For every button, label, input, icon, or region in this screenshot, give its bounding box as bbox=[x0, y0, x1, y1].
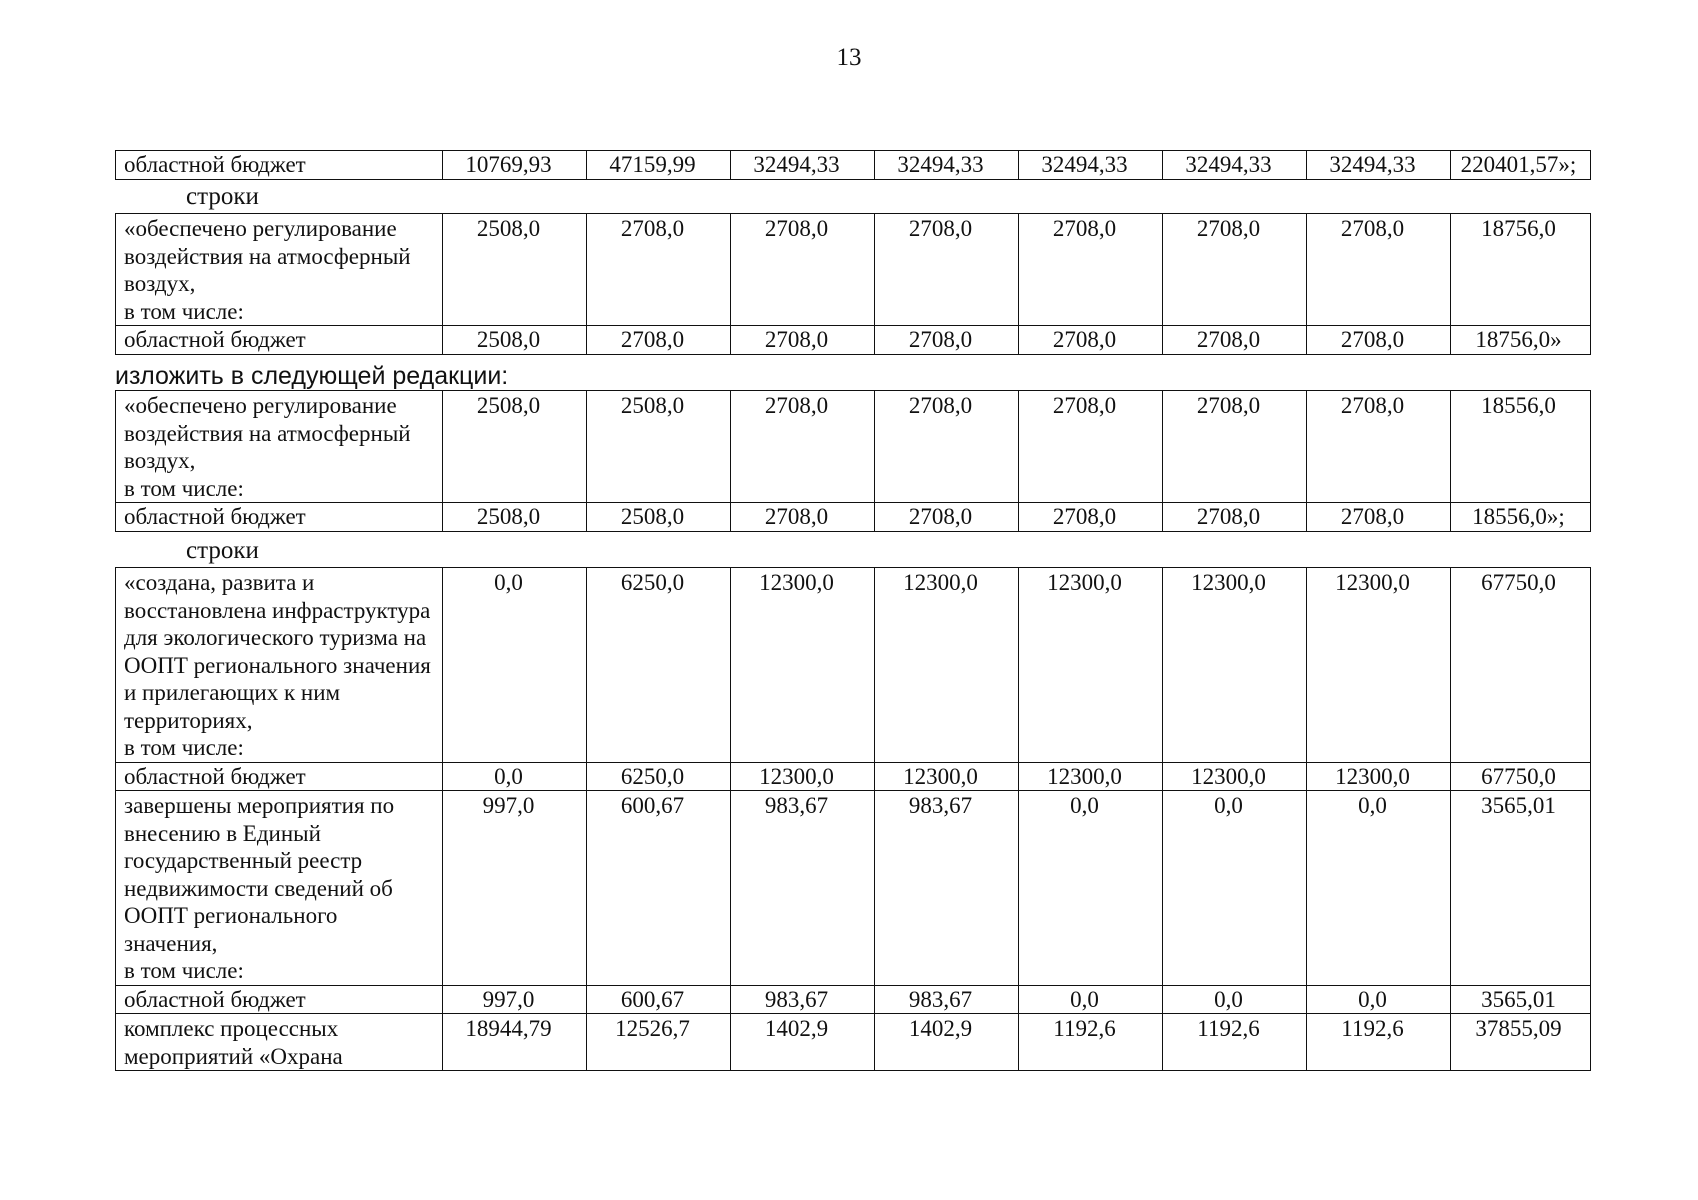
row-total: 3565,01 bbox=[1451, 791, 1591, 986]
row-value: 12300,0 bbox=[875, 568, 1019, 763]
row-value: 32494,33 bbox=[1019, 151, 1163, 180]
row-value: 2708,0 bbox=[1307, 214, 1451, 326]
label-stroki-2: строки bbox=[186, 537, 259, 564]
row-value: 1192,6 bbox=[1163, 1014, 1307, 1071]
row-value: 2708,0 bbox=[875, 391, 1019, 503]
row-value: 12300,0 bbox=[731, 568, 875, 763]
row-value: 600,67 bbox=[587, 985, 731, 1014]
row-name: областной бюджет bbox=[116, 985, 443, 1014]
row-value: 2708,0 bbox=[1307, 391, 1451, 503]
budget-table-1 bbox=[115, 150, 1591, 180]
row-name: областной бюджет bbox=[116, 326, 443, 355]
row-value: 2708,0 bbox=[1163, 326, 1307, 355]
row-value: 2708,0 bbox=[1019, 214, 1163, 326]
row-value: 0,0 bbox=[1163, 791, 1307, 986]
row-value: 32494,33 bbox=[1307, 151, 1451, 180]
row-name: областной бюджет bbox=[116, 762, 443, 791]
row-value: 2508,0 bbox=[587, 391, 731, 503]
label-izlozhit: изложить в следующей редакции: bbox=[115, 362, 509, 390]
row-value: 997,0 bbox=[443, 791, 587, 986]
row-value: 2708,0 bbox=[1019, 326, 1163, 355]
row-total: 220401,57»; bbox=[1451, 151, 1591, 180]
table-row bbox=[116, 791, 1591, 986]
row-value: 983,67 bbox=[875, 791, 1019, 986]
row-value: 2708,0 bbox=[1019, 391, 1163, 503]
row-value: 0,0 bbox=[1019, 985, 1163, 1014]
row-value: 12300,0 bbox=[1163, 762, 1307, 791]
row-value: 32494,33 bbox=[731, 151, 875, 180]
row-value: 12300,0 bbox=[731, 762, 875, 791]
row-value: 12300,0 bbox=[1163, 568, 1307, 763]
row-value: 2708,0 bbox=[1019, 503, 1163, 532]
table-row bbox=[116, 391, 1591, 503]
row-value: 2708,0 bbox=[1307, 503, 1451, 532]
row-name: «обеспечено регулирование воздействия на атмосферный воздух, в том числе: bbox=[116, 214, 443, 326]
row-name: «обеспечено регулирование воздействия на атмосферный воздух, в том числе: bbox=[116, 391, 443, 503]
table-row bbox=[116, 985, 1591, 1014]
page-number: 13 bbox=[836, 44, 862, 71]
row-value: 2508,0 bbox=[443, 503, 587, 532]
row-total: 67750,0 bbox=[1451, 762, 1591, 791]
row-value: 2708,0 bbox=[1163, 214, 1307, 326]
row-value: 1192,6 bbox=[1019, 1014, 1163, 1071]
row-value: 2708,0 bbox=[1307, 326, 1451, 355]
budget-table-4 bbox=[115, 567, 1591, 1071]
row-value: 0,0 bbox=[1307, 791, 1451, 986]
row-value: 32494,33 bbox=[1163, 151, 1307, 180]
table-row bbox=[116, 151, 1591, 180]
row-value: 2708,0 bbox=[875, 214, 1019, 326]
row-value: 2708,0 bbox=[731, 214, 875, 326]
row-value: 2708,0 bbox=[731, 503, 875, 532]
row-name: областной бюджет bbox=[116, 151, 443, 180]
row-value: 0,0 bbox=[1307, 985, 1451, 1014]
row-value: 12300,0 bbox=[1307, 568, 1451, 763]
row-value: 983,67 bbox=[875, 985, 1019, 1014]
row-value: 32494,33 bbox=[875, 151, 1019, 180]
row-value: 997,0 bbox=[443, 985, 587, 1014]
row-value: 6250,0 bbox=[587, 762, 731, 791]
row-total: 18756,0 bbox=[1451, 214, 1591, 326]
row-value: 2708,0 bbox=[587, 214, 731, 326]
row-value: 2508,0 bbox=[443, 326, 587, 355]
row-value: 2708,0 bbox=[1163, 503, 1307, 532]
row-value: 2708,0 bbox=[1163, 391, 1307, 503]
table-row bbox=[116, 326, 1591, 355]
table-row bbox=[116, 214, 1591, 326]
budget-table-2 bbox=[115, 213, 1591, 355]
row-value: 2708,0 bbox=[875, 503, 1019, 532]
row-value: 6250,0 bbox=[587, 568, 731, 763]
row-value: 2708,0 bbox=[875, 326, 1019, 355]
row-value: 2708,0 bbox=[731, 326, 875, 355]
row-value: 2708,0 bbox=[587, 326, 731, 355]
table-row bbox=[116, 762, 1591, 791]
row-value: 10769,93 bbox=[443, 151, 587, 180]
row-total: 18556,0»; bbox=[1451, 503, 1591, 532]
row-value: 983,67 bbox=[731, 791, 875, 986]
row-value: 2508,0 bbox=[443, 214, 587, 326]
row-value: 12300,0 bbox=[875, 762, 1019, 791]
table-row bbox=[116, 568, 1591, 763]
row-value: 1402,9 bbox=[731, 1014, 875, 1071]
row-total: 67750,0 bbox=[1451, 568, 1591, 763]
row-value: 12300,0 bbox=[1019, 568, 1163, 763]
row-total: 37855,09 bbox=[1451, 1014, 1591, 1071]
budget-table-3 bbox=[115, 390, 1591, 532]
label-stroki-1: строки bbox=[186, 183, 259, 210]
row-value: 0,0 bbox=[443, 568, 587, 763]
row-value: 47159,99 bbox=[587, 151, 731, 180]
row-name: завершены мероприятия по внесению в Единый государственный реестр недвижимости сведений об ООПТ регионального значения, в том числе: bbox=[116, 791, 443, 986]
row-value: 12300,0 bbox=[1307, 762, 1451, 791]
row-value: 2708,0 bbox=[731, 391, 875, 503]
row-value: 12300,0 bbox=[1019, 762, 1163, 791]
row-value: 0,0 bbox=[1163, 985, 1307, 1014]
row-value: 12526,7 bbox=[587, 1014, 731, 1071]
table-row bbox=[116, 503, 1591, 532]
row-name: областной бюджет bbox=[116, 503, 443, 532]
row-total: 3565,01 bbox=[1451, 985, 1591, 1014]
row-value: 2508,0 bbox=[443, 391, 587, 503]
row-value: 18944,79 bbox=[443, 1014, 587, 1071]
row-value: 600,67 bbox=[587, 791, 731, 986]
row-value: 1402,9 bbox=[875, 1014, 1019, 1071]
row-value: 0,0 bbox=[443, 762, 587, 791]
row-name: комплекс процессных мероприятий «Охрана bbox=[116, 1014, 443, 1071]
table-row bbox=[116, 1014, 1591, 1071]
row-name: «создана, развита и восстановлена инфраструктура для экологического туризма на ООПТ регионального значения и прилегающих к ним территориях, в том числе: bbox=[116, 568, 443, 763]
row-value: 0,0 bbox=[1019, 791, 1163, 986]
row-total: 18556,0 bbox=[1451, 391, 1591, 503]
row-total: 18756,0» bbox=[1451, 326, 1591, 355]
row-value: 983,67 bbox=[731, 985, 875, 1014]
row-value: 2508,0 bbox=[587, 503, 731, 532]
row-value: 1192,6 bbox=[1307, 1014, 1451, 1071]
